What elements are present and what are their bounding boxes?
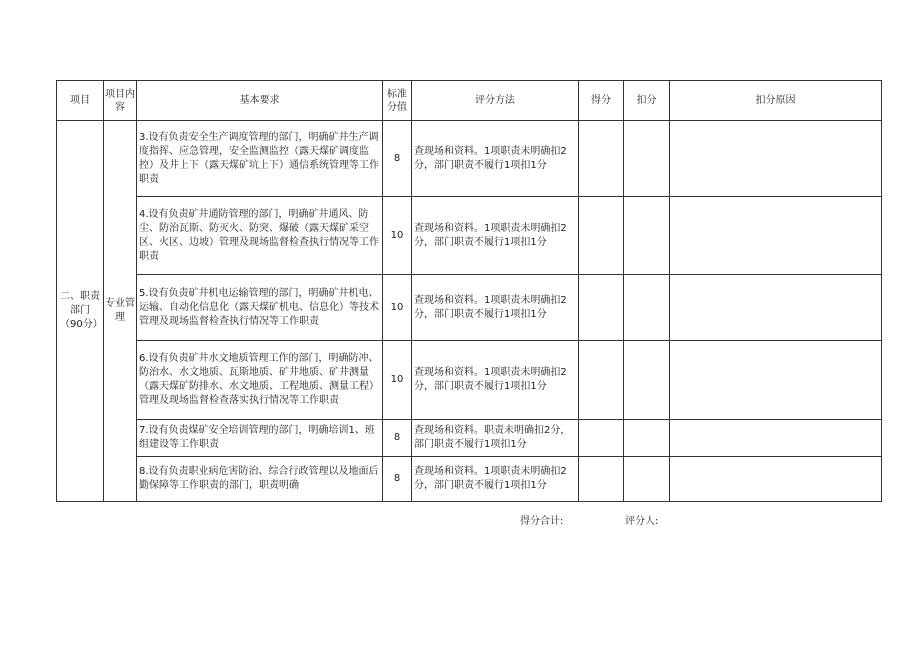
scoring-table [56,80,882,502]
standard-cell: 10 [383,341,412,420]
standard-cell: 10 [383,197,412,275]
score-cell[interactable] [579,121,624,197]
header-deduct: 扣分 [624,81,670,121]
header-requirement: 基本要求 [137,81,383,121]
deduct-cell[interactable] [624,457,670,502]
deduct-cell[interactable] [624,121,670,197]
score-cell[interactable] [579,420,624,457]
requirement-cell: 8.设有负责职业病危害防治、综合行政管理以及地面后勤保障等工作职责的部门，职责明确 [137,457,383,502]
table-row [57,275,882,341]
subcategory-cell: 专业管理 [104,121,137,502]
method-cell: 查现场和资料。职责未明确扣2分，部门职责不履行1项扣1分 [412,420,579,457]
requirement-cell: 6.设有负责矿井水文地质管理工作的部门，明确防冲、防治水、水文地质、瓦斯地质、矿井地质、矿井测量（露天煤矿防排水、水文地质、工程地质、测量工程）管理及现场监督检查落实执行情况等工作职责 [137,341,383,420]
reason-cell[interactable] [670,420,882,457]
reason-cell[interactable] [670,341,882,420]
method-cell: 查现场和资料。1项职责未明确扣2分，部门职责不履行1项扣1分 [412,121,579,197]
requirement-cell: 3.设有负责安全生产调度管理的部门，明确矿井生产调度指挥、应急管理，安全监测监控（露天煤矿调度监控）及井上下（露天煤矿坑上下）通信系统管理等工作职责 [137,121,383,197]
score-cell[interactable] [579,457,624,502]
table-row [57,197,882,275]
header-reason: 扣分原因 [670,81,882,121]
header-score: 得分 [579,81,624,121]
header-method: 评分方法 [412,81,579,121]
total-score-label: 得分合计: [520,516,564,527]
method-cell: 查现场和资料。1项职责未明确扣2分，部门职责不履行1项扣1分 [412,341,579,420]
category-cell: 二、职责部门（90分） [57,121,104,502]
requirement-cell: 7.设有负责煤矿安全培训管理的部门，明确培训1、班组建设等工作职责 [137,420,383,457]
header-item: 项目 [57,81,104,121]
deduct-cell[interactable] [624,420,670,457]
score-cell[interactable] [579,341,624,420]
deduct-cell[interactable] [624,341,670,420]
standard-cell: 8 [383,121,412,197]
method-cell: 查现场和资料。1项职责未明确扣2分，部门职责不履行1项扣1分 [412,275,579,341]
deduct-cell[interactable] [624,275,670,341]
header-standard: 标准分值 [383,81,412,121]
method-cell: 查现场和资料。1项职责未明确扣2分，部门职责不履行1项扣1分 [412,197,579,275]
standard-cell: 8 [383,457,412,502]
reason-cell[interactable] [670,457,882,502]
table-row [57,121,882,197]
table-row [57,341,882,420]
method-cell: 查现场和资料。1项职责未明确扣2分，部门职责不履行1项扣1分 [412,457,579,502]
deduct-cell[interactable] [624,197,670,275]
score-cell[interactable] [579,275,624,341]
header-row [57,81,882,121]
table-row [57,457,882,502]
requirement-cell: 5.设有负责矿井机电运输管理的部门，明确矿井机电、运输、自动化信息化（露天煤矿机电、信息化）等技术管理及现场监督检查执行情况等工作职责 [137,275,383,341]
rater-label: 评分人: [625,516,659,527]
score-cell[interactable] [579,197,624,275]
standard-cell: 8 [383,420,412,457]
header-content: 项目内容 [104,81,137,121]
reason-cell[interactable] [670,275,882,341]
reason-cell[interactable] [670,197,882,275]
table-row [57,420,882,457]
standard-cell: 10 [383,275,412,341]
requirement-cell: 4.设有负责矿井通防管理的部门，明确矿井通风、防尘、防治瓦斯、防灭火、防突、爆破（露天煤矿采空区、火区、边坡）管理及现场监督检查执行情况等工作职责 [137,197,383,275]
reason-cell[interactable] [670,121,882,197]
